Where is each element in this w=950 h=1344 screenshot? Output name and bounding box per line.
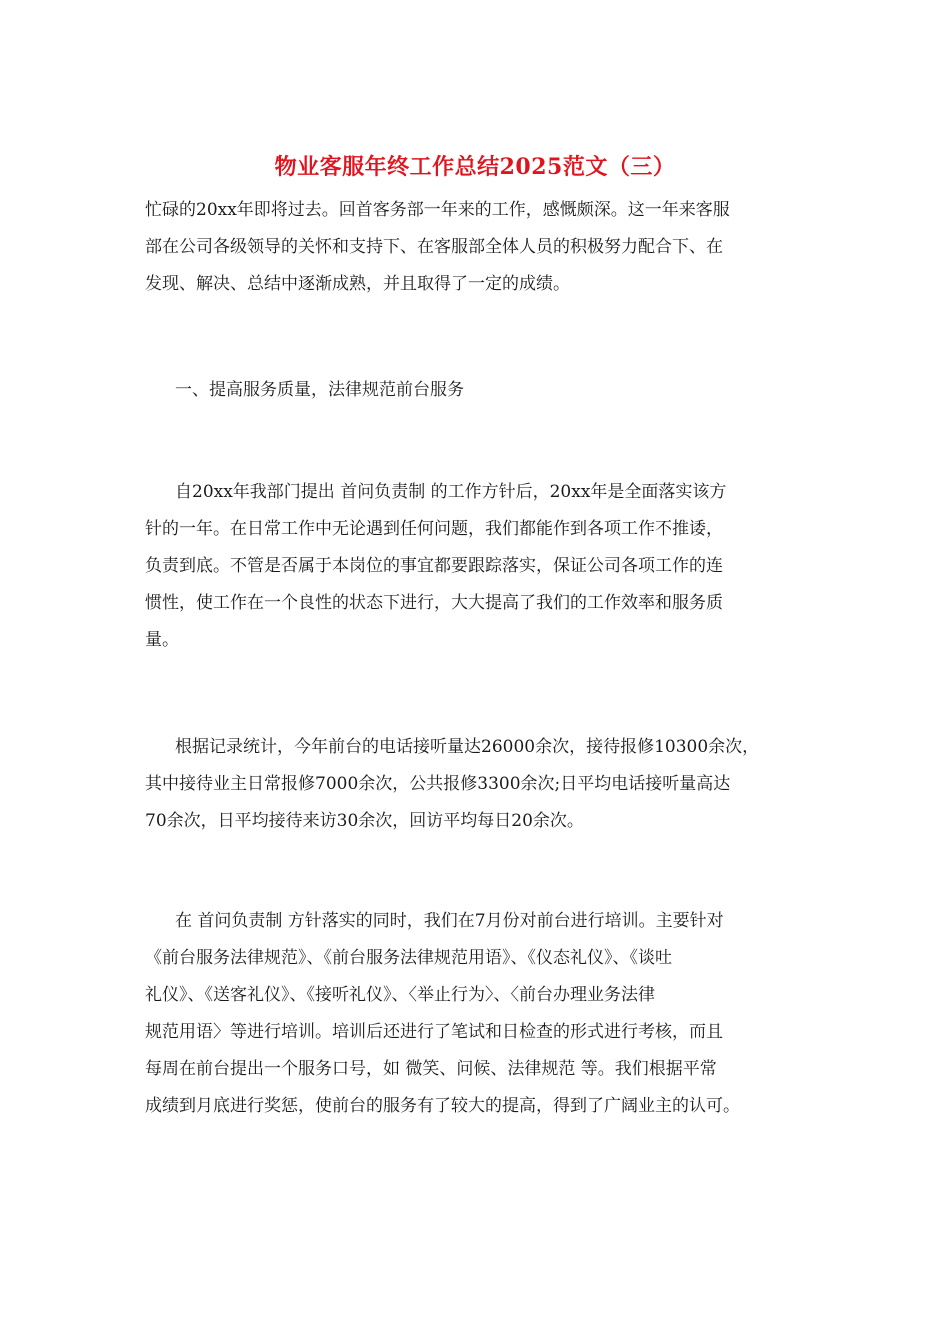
first-responsibility-paragraph bbox=[145, 474, 810, 659]
paragraph-line: 量。 bbox=[145, 630, 179, 650]
paragraph-line: 自20xx年我部门提出 首问负责制 的工作方针后，20xx年是全面落实该方 bbox=[175, 482, 727, 502]
paragraph-line: 《前台服务法律规范》、《前台服务法律规范用语》、《仪态礼仪》、《谈吐 bbox=[145, 948, 672, 968]
statistics-paragraph bbox=[145, 729, 810, 840]
paragraph-line: 规范用语〉等进行培训。培训后还进行了笔试和日检查的形式进行考核，而且 bbox=[145, 1022, 723, 1042]
paragraph-line: 成绩到月底进行奖惩，使前台的服务有了较大的提高，得到了广阔业主的认可。 bbox=[145, 1096, 740, 1116]
document-title: 物业客服年终工作总结2025范文（三） bbox=[274, 154, 676, 180]
paragraph-line: 负责到底。不管是否属于本岗位的事宜都要跟踪落实，保证公司各项工作的连 bbox=[145, 556, 723, 576]
section-heading: 一、提高服务质量，法律规范前台服务 bbox=[175, 380, 464, 400]
training-paragraph bbox=[145, 903, 810, 1125]
paragraph-line: 惯性，使工作在一个良性的状态下进行，大大提高了我们的工作效率和服务质 bbox=[145, 593, 723, 613]
intro-line: 忙碌的20xx年即将过去。回首客务部一年来的工作，感慨颇深。这一年来客服 bbox=[145, 200, 730, 220]
paragraph-line: 在 首问负责制 方针落实的同时，我们在7月份对前台进行培训。主要针对 bbox=[175, 911, 724, 931]
intro-line: 发现、解决、总结中逐渐成熟，并且取得了一定的成绩。 bbox=[145, 274, 570, 294]
intro-paragraph bbox=[145, 192, 810, 303]
intro-line: 部在公司各级领导的关怀和支持下、在客服部全体人员的积极努力配合下、在 bbox=[145, 237, 723, 257]
paragraph-line: 根据记录统计，今年前台的电话接听量达26000余次，接待报修10300余次， bbox=[175, 737, 760, 757]
paragraph-line: 针的一年。在日常工作中无论遇到任何问题，我们都能作到各项工作不推诿， bbox=[145, 519, 723, 539]
paragraph-line: 礼仪》、《送客礼仪》、《接听礼仪》、〈举止行为〉、〈前台办理业务法律 bbox=[145, 985, 655, 1005]
paragraph-line: 其中接待业主日常报修7000余次，公共报修3300余次;日平均电话接听量高达 bbox=[145, 774, 731, 794]
paragraph-line: 每周在前台提出一个服务口号，如 微笑、问候、法律规范 等。我们根据平常 bbox=[145, 1059, 717, 1079]
paragraph-line: 70余次，日平均接待来访30余次，回访平均每日20余次。 bbox=[145, 811, 584, 831]
